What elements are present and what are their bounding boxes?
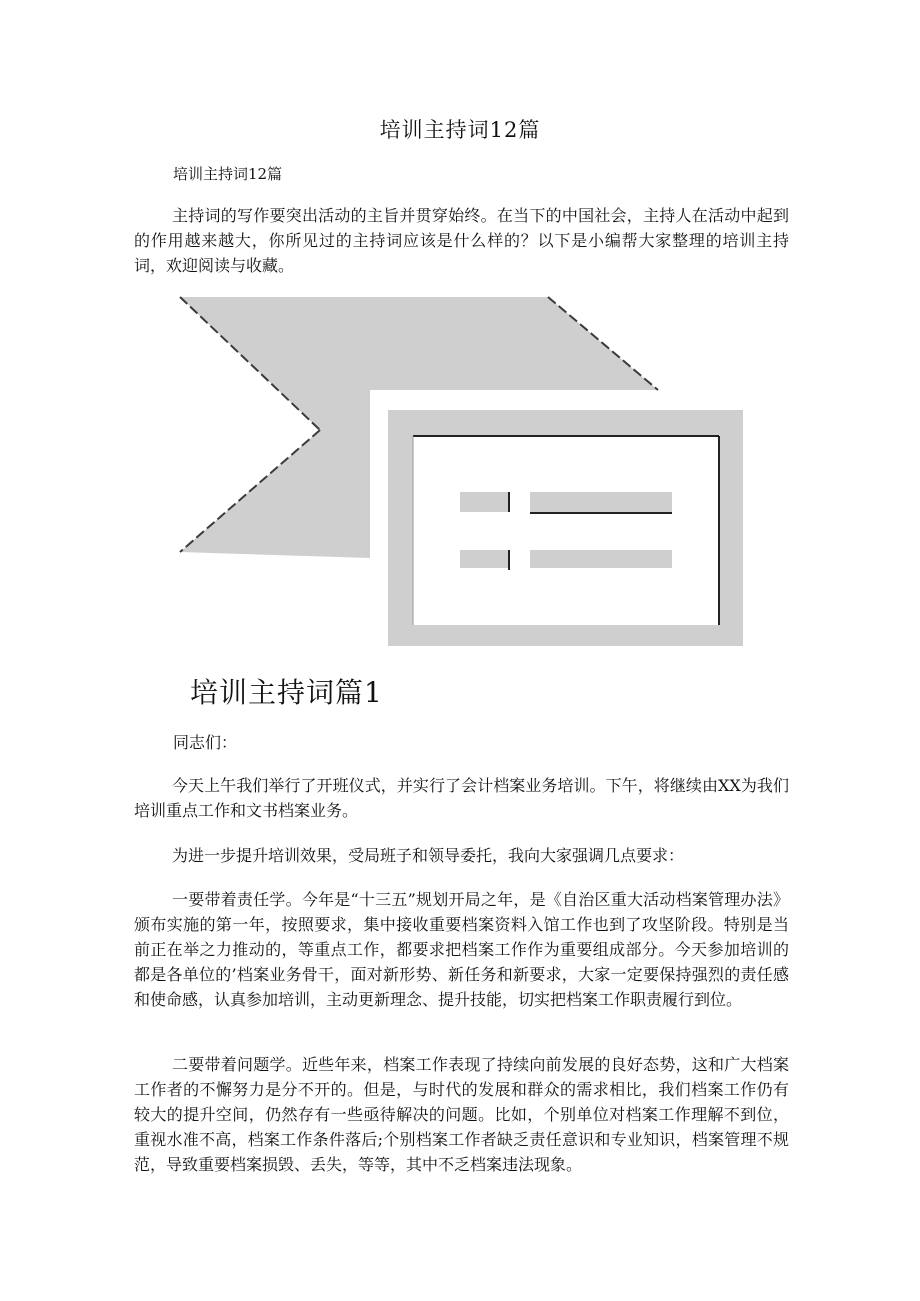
- body-paragraph-1: 今天上午我们举行了开班仪式，并实行了会计档案业务培训。下午，将继续由XX为我们培训重点工作和文书档案业务。: [134, 776, 789, 820]
- salutation: 同志们：: [173, 733, 238, 752]
- bar-long-1: [530, 492, 672, 512]
- frame-inner: [413, 435, 719, 625]
- document-title: 培训主持词12篇: [379, 118, 541, 142]
- body-paragraph-3: 一要带着责任学。今年是“十三五”规划开局之年，是《自治区重大活动档案管理办法》颁布实施的第一年，按照要求，集中接收重要档案资料入馆工作也到了攻坚阶段。特别是当前正在举之力推动的，等重点工作，都要求把档案工作作为重要组成部分。今天参加培训的都是各单位的’档案业务骨干，面对新形势、新任务和新要求，大家一定要保持强烈的责任感和使命感，认真参加培训，主动更新理念、提升技能，切实把档案工作职责履行到位。: [134, 890, 789, 1009]
- intro-paragraph: 主持词的写作要突出活动的主旨并贯穿始终。在当下的中国社会，主持人在活动中起到的作用越来越大，你所见过的主持词应该是什么样的？以下是小编帮大家整理的培训主持词，欢迎阅读与收藏。: [134, 206, 789, 275]
- bar-short-1: [460, 492, 508, 512]
- body-paragraph-2: 为进一步提升培训效果，受局班子和领导委托，我向大家强调几点要求：: [172, 846, 685, 865]
- bar-long-2: [530, 550, 672, 568]
- bar-short-2: [460, 550, 508, 568]
- section-heading: 培训主持词篇1: [190, 676, 383, 709]
- body-paragraph-4: 二要带着问题学。近些年来，档案工作表现了持续向前发展的良好态势，这和广大档案工作者的不懈努力是分不开的。但是，与时代的发展和群众的需求相比，我们档案工作仍有较大的提升空间，仍然存有一些亟待解决的问题。比如，个别单位对档案工作理解不到位，重视水准不高，档案工作条件落后;个别档案工作者缺乏责任意识和专业知识，档案管理不规范，导致重要档案损毁、丢失，等等，其中不乏档案违法现象。: [134, 1055, 789, 1174]
- document-subtitle: 培训主持词12篇: [173, 165, 283, 183]
- document-banner-illustration-icon: [170, 290, 750, 650]
